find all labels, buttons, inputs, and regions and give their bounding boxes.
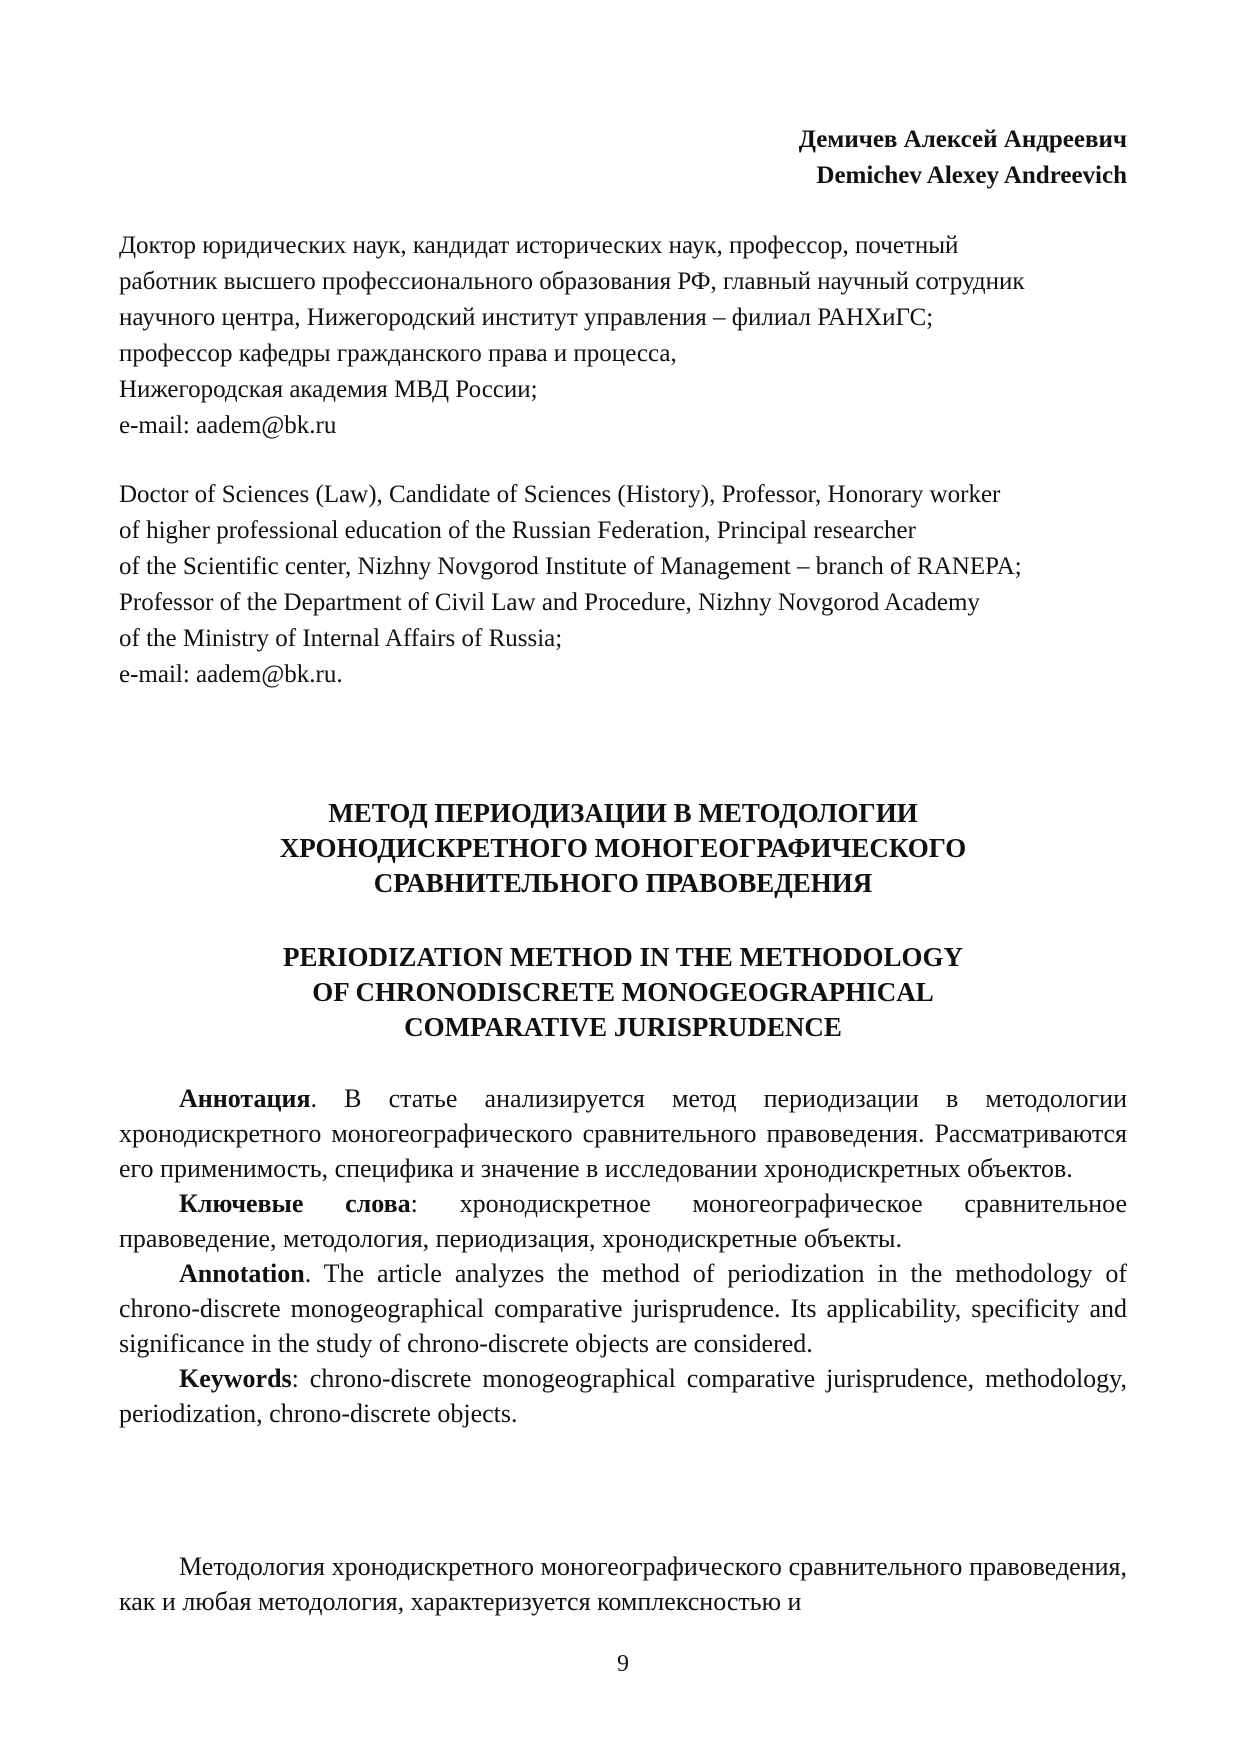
annotation-ru xyxy=(119,1081,1127,1186)
annotation-ru-label: Аннотация xyxy=(179,1084,311,1113)
article-title-en xyxy=(119,940,1127,1045)
title-line: ХРОНОДИСКРЕТНОГО МОНОГЕОГРАФИЧЕСКОГО xyxy=(279,833,967,863)
keywords-ru-text: : хронодискретное моногеографическое сравнительное правоведение, методология, периодизация, хронодискретные объекты. xyxy=(119,1189,1128,1253)
affiliation-ru xyxy=(119,228,1025,444)
affiliation-line: of higher professional education of the Russian Federation, Principal researcher xyxy=(119,517,916,544)
author-block xyxy=(799,122,1127,194)
keywords-ru-label: Ключевые слова xyxy=(179,1189,411,1218)
title-line: PERIODIZATION METHOD IN THE METHODOLOGY xyxy=(282,942,964,972)
title-line: СРАВНИТЕЛЬНОГО ПРАВОВЕДЕНИЯ xyxy=(373,868,873,898)
body-text xyxy=(119,1549,1127,1619)
keywords-en-text: : chrono-discrete monogeographical comparative jurisprudence, methodology, periodization, chrono-discrete objects. xyxy=(119,1364,1127,1428)
keywords-ru xyxy=(119,1186,1127,1256)
email-ru: e-mail: aadem@bk.ru xyxy=(119,412,337,439)
affiliation-line: работник высшего профессионального образования РФ, главный научный сотрудник xyxy=(119,268,1025,295)
affiliation-line: Доктор юридических наук, кандидат исторических наук, профессор, почетный xyxy=(119,232,959,259)
page-number: 9 xyxy=(617,1651,629,1677)
title-line: МЕТОД ПЕРИОДИЗАЦИИ В МЕТОДОЛОГИИ xyxy=(328,798,918,828)
body-paragraph: Методология хронодискретного моногеографического сравнительного правоведения, как и любая методология, характеризуется комплексностью и xyxy=(119,1552,1127,1616)
affiliation-line: Нижегородская академия МВД России; xyxy=(119,376,538,403)
affiliation-line: профессор кафедры гражданского права и процесса, xyxy=(119,340,677,367)
annotation-en-text: . The article analyzes the method of periodization in the methodology of chrono-discrete monogeographical comparative jurisprudence. Its applicability, specificity and significance in the study of chrono-discrete objects are considered. xyxy=(119,1259,1127,1358)
affiliation-line: Professor of the Department of Civil Law and Procedure, Nizhny Novgorod Academy xyxy=(119,589,980,616)
affiliation-line: научного центра, Нижегородский институт управления – филиал РАНХиГС; xyxy=(119,304,934,331)
annotation-ru-text: . В статье анализируется метод периодизации в методологии хронодискретного моногеографического сравнительного правоведения. Рассматриваются его применимость, специфика и значение в исследовании хронодискретных объектов. xyxy=(119,1084,1127,1183)
keywords-en xyxy=(119,1361,1127,1431)
author-name-en: Demichev Alexey Andreevich xyxy=(816,162,1127,189)
keywords-en-label: Keywords xyxy=(179,1364,292,1393)
affiliation-line: of the Ministry of Internal Affairs of Russia; xyxy=(119,625,563,652)
article-title-ru xyxy=(119,796,1127,901)
paper-page xyxy=(119,0,1127,1754)
affiliation-line: of the Scientific center, Nizhny Novgorod Institute of Management – branch of RANEPA; xyxy=(119,553,1022,580)
author-name-ru: Демичев Алексей Андреевич xyxy=(798,126,1127,153)
abstract-section xyxy=(119,1081,1127,1431)
affiliation-en xyxy=(119,477,1022,693)
annotation-en xyxy=(119,1256,1127,1361)
email-en: e-mail: aadem@bk.ru. xyxy=(119,661,343,688)
title-line: COMPARATIVE JURISPRUDENCE xyxy=(404,1012,842,1042)
annotation-en-label: Annotation xyxy=(179,1259,305,1288)
title-line: OF CHRONODISCRETE MONOGEOGRAPHICAL xyxy=(312,977,934,1007)
affiliation-line: Doctor of Sciences (Law), Candidate of Sciences (History), Professor, Honorary worker xyxy=(119,481,1001,508)
